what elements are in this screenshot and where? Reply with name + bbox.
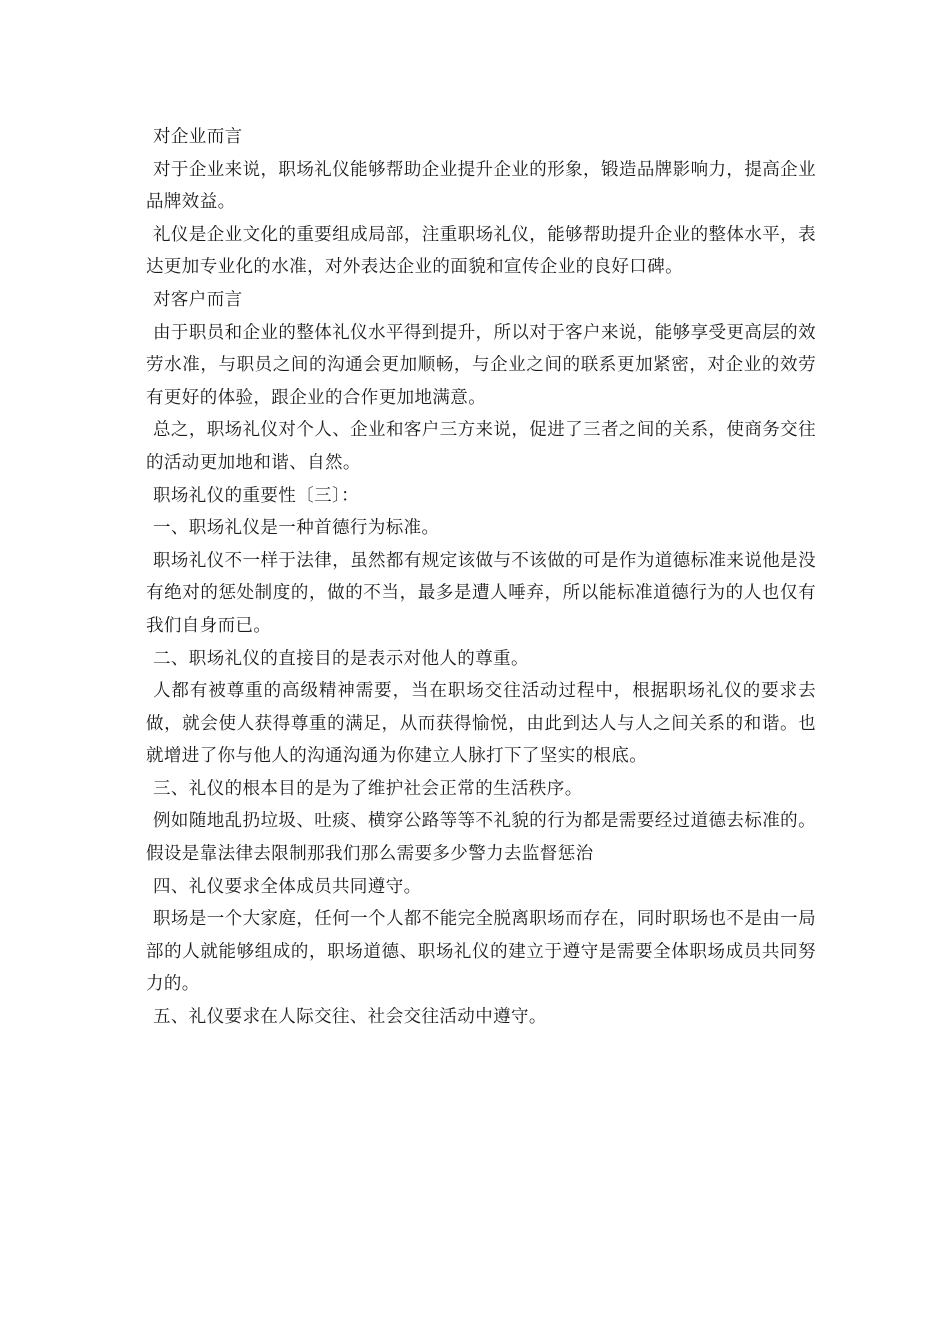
paragraph: 人都有被尊重的高级精神需要，当在职场交往活动过程中，根据职场礼仪的要求去做，就会使人获得尊重的满足，从而获得愉悦，由此到达人与人之间关系的和谐。也就增进了你与他人的沟通沟通为你建立人脉打下了坚实的根底。	[146, 681, 816, 767]
paragraph: 职场是一个大家庭，任何一个人都不能完全脱离职场而存在，同时职场也不是由一局部的人就能够组成的，职场道德、职场礼仪的建立于遵守是需要全体职场成员共同努力的。	[146, 909, 816, 995]
section-heading-customer: 对客户而言	[153, 289, 243, 310]
list-heading-1: 一、职场礼仪是一种首德行为标准。	[153, 518, 440, 539]
document-body	[146, 121, 816, 1034]
list-heading-4: 四、礼仪要求全体成员共同遵守。	[153, 876, 422, 897]
paragraph: 职场礼仪不一样于法律，虽然都有规定该做与不该做的可是作为道德标准来说他是没有绝对的惩处制度的，做的不当，最多是遭人唾弃，所以能标准道德行为的人也仅有我们自身而已。	[146, 550, 816, 636]
paragraph: 总之，职场礼仪对个人、企业和客户三方来说，促进了三者之间的关系，使商务交往的活动更加地和谐、自然。	[146, 420, 816, 473]
paragraph: 由于职员和企业的整体礼仪水平得到提升，所以对于客户来说，能够享受更高层的效劳水准，与职员之间的沟通会更加顺畅，与企业之间的联系更加紧密，对企业的效劳有更好的体验，跟企业的合作更加地满意。	[146, 322, 816, 408]
section-heading-importance: 职场礼仪的重要性〔三〕：	[153, 485, 360, 506]
list-heading-5: 五、礼仪要求在人际交往、社会交往活动中遵守。	[153, 1007, 547, 1028]
paragraph: 例如随地乱扔垃圾、吐痰、横穿公路等等不礼貌的行为都是需要经过道德去标准的。假设是靠法律去限制那我们那么需要多少警力去监督惩治	[146, 811, 816, 865]
paragraph: 礼仪是企业文化的重要组成局部，注重职场礼仪，能够帮助提升企业的整体水平，表达更加专业化的水准，对外表达企业的面貌和宣传企业的良好口碑。	[146, 224, 816, 278]
paragraph: 对于企业来说，职场礼仪能够帮助企业提升企业的形象，锻造品牌影响力，提高企业品牌效益。	[146, 159, 816, 213]
list-heading-2: 二、职场礼仪的直接目的是表示对他人的尊重。	[153, 648, 529, 669]
section-heading-enterprise: 对企业而言	[153, 127, 243, 147]
list-heading-3: 三、礼仪的根本目的是为了维护社会正常的生活秩序。	[153, 778, 583, 799]
